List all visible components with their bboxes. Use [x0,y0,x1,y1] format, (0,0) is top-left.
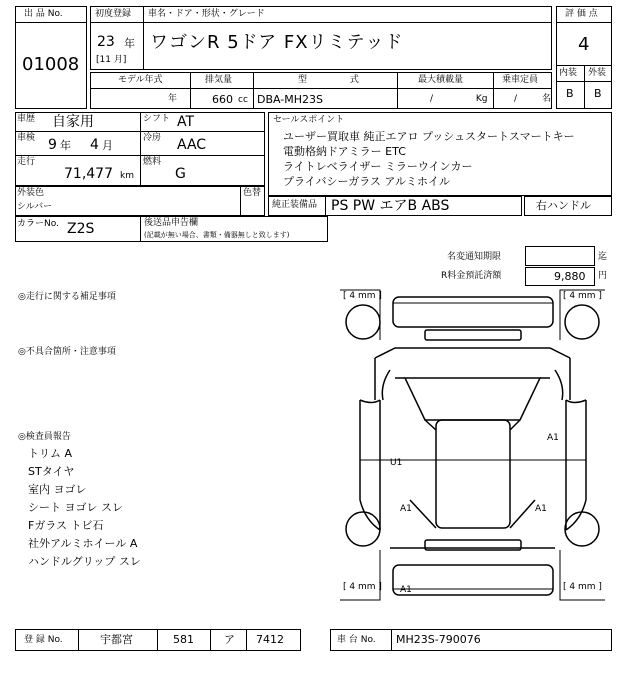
inspector-line-2: STタイヤ [28,465,75,478]
reg-year: 23 [97,34,115,50]
name-change-box [525,246,595,266]
color-no-label: カラーNo. [17,219,59,229]
inspection-month-word: 月 [102,139,113,152]
inspector-title: ◎検査員報告 [18,432,71,442]
lot-divider [15,22,87,23]
tire-rr: [ 4 mm ] [563,582,602,592]
lot-number: 01008 [22,54,80,75]
recycle-unit: 円 [598,271,608,281]
capacity-label: 乗車定員 [502,75,539,85]
color-no-value: Z2S [67,221,95,237]
ext-color-value: シルバー [17,202,53,212]
equipment-label: 純正装備品 [272,200,318,210]
running-notes-title: ◎走行に関する補足事項 [18,292,116,302]
exterior-label: 外装 [588,68,607,78]
reg-year-unit: 年 [124,37,135,50]
chassis-number: MH23S-790076 [396,633,481,646]
recycle-value: 9,880 [554,270,586,283]
score-value: 4 [578,34,590,55]
load-unit: / Kg [430,94,488,104]
plate-label: 登 録 No. [24,635,63,645]
color-box [15,186,265,216]
inspection-label: 車検 [17,133,36,143]
type-value: DBA-MH23S [257,93,324,106]
plate-number: 7412 [256,633,284,646]
disp-label: 排気量 [205,75,233,85]
ac-label: 冷房 [143,133,162,143]
name-change-unit: 迄 [598,252,608,262]
reg-label: 初度登録 [95,9,132,19]
name-change-label: 名変通知期限 [447,252,502,262]
inspector-line-7: ハンドルグリップ スレ [28,555,141,568]
steering-value: 右ハンドル [536,199,591,212]
sales-line-1: ユーザー買取車 純正エアロ プッシュスタートスマートキー [283,130,575,143]
score-label: 評 価 点 [565,9,598,19]
model-name: ワゴンR 5ドア FXリミテッド [150,32,404,53]
equipment-items: PS PW エアB ABS [331,198,450,214]
interior-grade: B [566,87,574,100]
inspector-line-1: トリム A [28,447,73,460]
history-value: 自家用 [52,114,94,130]
tire-fl: [ 4 mm ] [343,291,382,301]
shift-label: シフト [143,114,171,124]
mark-right-front: A1 [547,433,559,443]
fuel-value: G [175,166,186,182]
docs-note: (記載が無い場合、書類・備器無しと致します) [144,231,290,239]
defect-notes-title: ◎不具合箇所・注意事項 [18,347,116,357]
interior-label: 内装 [559,68,578,78]
inspection-year-word: 年 [60,139,71,152]
mileage-label: 走行 [17,157,36,167]
chassis-label: 車 台 No. [337,635,376,645]
reg-month: [11 月] [96,55,127,65]
inspector-line-6: 社外アルミホイール A [28,537,138,550]
load-label: 最大積載量 [418,75,464,85]
plate-area: 宇都宮 [100,633,133,646]
inspection-year: 9 [48,137,57,153]
docs-label: 後送品申告欄 [144,218,199,228]
mark-left-side: U1 [390,458,403,468]
sales-line-4: プライバシーガラス アルミホイル [283,175,450,188]
type-label: 型 式 [298,75,359,85]
year-unit: 年 [168,94,178,104]
model-label: 車名・ドア・形状・グレード [148,9,265,19]
inspector-line-3: 室内 ヨゴレ [28,483,87,496]
int-color-label: 色替 [243,188,262,198]
plate-kana: ア [224,633,235,646]
inspector-line-5: Fガラス トビ石 [28,519,104,532]
shift-value: AT [177,114,195,130]
disp-unit: cc [238,95,248,105]
mark-left-rear: A1 [400,504,412,514]
sales-title: セールスポイント [273,115,345,125]
lot-label: 出 品 No. [24,9,63,19]
mark-right-rear: A1 [535,504,547,514]
tire-rl: [ 4 mm ] [343,582,382,592]
fuel-label: 燃料 [143,157,162,167]
history-label: 車歴 [17,114,36,124]
plate-class: 581 [173,633,194,646]
capacity-unit: / 名 [514,94,551,104]
mark-rear-bumper: A1 [400,585,412,595]
tire-fr: [ 4 mm ] [563,291,602,301]
sales-line-2: 電動格納ドアミラー ETC [283,145,406,158]
inspection-month: 4 [90,137,99,153]
mileage-unit: km [120,171,134,181]
exterior-grade: B [594,87,602,100]
inspector-line-4: シート ヨゴレ スレ [28,501,123,514]
mileage-value: 71,477 [64,166,113,182]
disp-value: 660 [212,93,233,106]
ac-value: AAC [177,137,207,153]
ext-color-label: 外装色 [17,188,45,198]
sales-line-3: ライトレベライザー ミラーウインカー [283,160,473,173]
recycle-label: R料金預託済額 [441,271,502,281]
year-label: モデル年式 [118,75,163,85]
